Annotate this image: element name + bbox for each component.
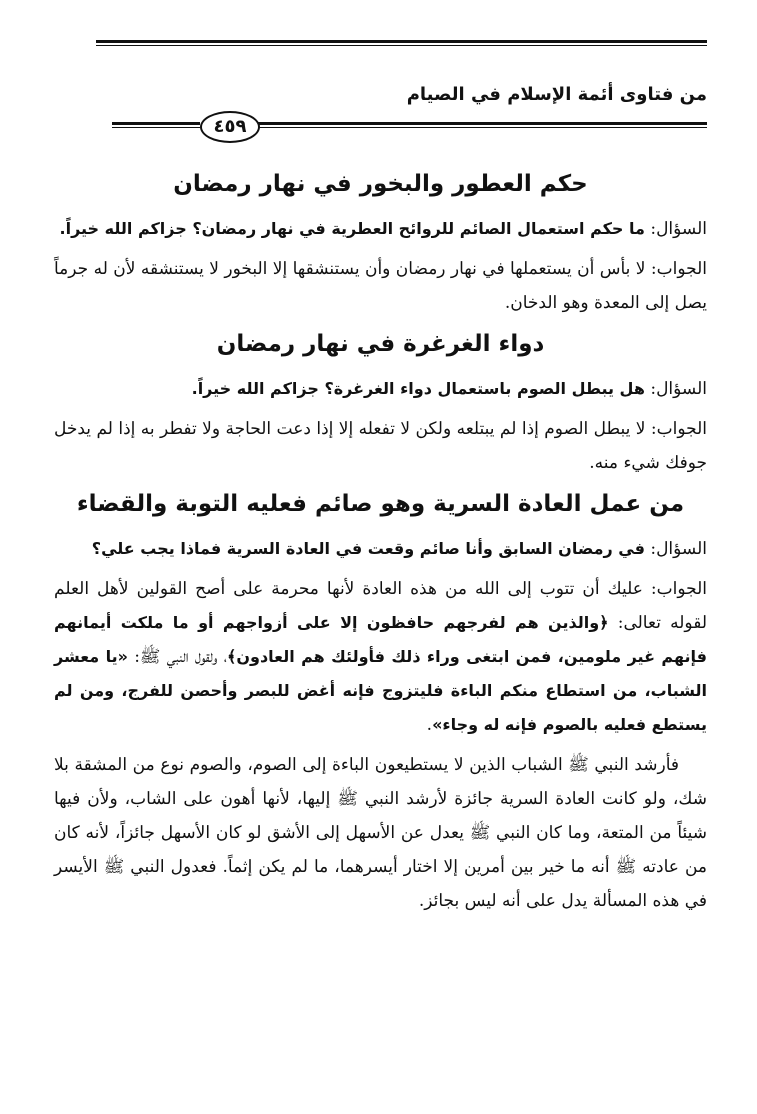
- page-content: [54, 160, 707, 924]
- answer-label: الجواب:: [650, 419, 707, 439]
- question-paragraph: [54, 532, 707, 566]
- answer-text: لا بأس أن يستعملها في نهار رمضان وأن يستنشقها إلا البخور لا يستنشقه لأن له جرماً يصل إلى المعدة وهو الدخان.: [54, 259, 707, 313]
- answer-mid: ، ولقول النبي ﷺ:: [134, 647, 227, 667]
- question-text: في رمضان السابق وأنا صائم وقعت في العادة السرية فماذا يجب علي؟: [91, 539, 645, 558]
- section-title: حكم العطور والبخور في نهار رمضان: [173, 171, 588, 197]
- page-number-rule-left: [112, 122, 200, 128]
- question-label: السؤال:: [650, 219, 707, 239]
- section-title: من عمل العادة السرية وهو صائم فعليه التوبة والقضاء: [76, 491, 685, 517]
- answer-end: .: [426, 715, 433, 735]
- section-title: دواء الغرغرة في نهار رمضان: [216, 331, 545, 357]
- answer-intro: عليك أن تتوب إلى الله من هذه العادة لأنها محرمة على أصح القولين لأهل العلم لقوله تعالى:: [54, 579, 707, 633]
- question-label: السؤال:: [650, 539, 707, 559]
- answer-label: الجواب:: [650, 579, 707, 599]
- answer-label: الجواب:: [650, 259, 707, 279]
- running-header: [96, 84, 707, 118]
- question-label: السؤال:: [650, 379, 707, 399]
- question-text: هل يبطل الصوم باستعمال دواء الغرغرة؟ جزاكم الله خيراً.: [191, 379, 645, 398]
- question-paragraph: [54, 372, 707, 406]
- running-header-title: من فتاوى أئمة الإسلام في الصيام: [406, 84, 707, 105]
- quran-quote: ﴿والذين هم لفرجهم حافظون إلا على أزواجهم أو ما ملكت أيمانهم فإنهم غير ملومين، فمن ابتغى وراء ذلك فأولئك هم العادون﴾: [54, 613, 708, 666]
- header-rule: [96, 40, 707, 46]
- answer-text: لا يبطل الصوم إذا لم يبتلعه ولكن لا تفعله إلا إذا دعت الحاجة ولا تفطر به إذا لم يدخل جوفك شيء منه.: [54, 419, 707, 473]
- hadith-quote: «يا معشر الشباب، من استطاع منكم الباءة فليتزوج فإنه أغض للبصر وأحصن للفرج، ومن لم يستطع فعليه بالصوم فإنه له وجاء»: [54, 647, 707, 734]
- answer-paragraph: [54, 572, 707, 742]
- answer-paragraph: [54, 252, 707, 320]
- question-paragraph: [54, 212, 707, 246]
- question-text: ما حكم استعمال الصائم للروائح العطرية في نهار رمضان؟ جزاكم الله خيراً.: [59, 219, 645, 238]
- page-number: ٤٥٩: [200, 111, 260, 143]
- answer-paragraph: [54, 412, 707, 480]
- page-number-rule-right: [258, 122, 707, 128]
- closing-paragraph: فأرشد النبي ﷺ الشباب الذين لا يستطيعون الباءة إلى الصوم، والصوم نوع من المشقة بلا شك، ولو كانت العادة السرية جائزة لأرشد النبي ﷺ إليها، لأنها أهون على الشاب، ولأن فيها شيئاً من المتعة، وما كان النبي ﷺ يعدل عن الأسهل إلى الأشق لو كان الأسهل جائزاً، لأنه كان من عادته ﷺ أنه ما خير بين أمرين إلا اختار أيسرهما، ما لم يكن إثماً. فعدول النبي ﷺ الأيسر في هذه المسألة يدل على أنه ليس بجائز.: [54, 755, 707, 911]
